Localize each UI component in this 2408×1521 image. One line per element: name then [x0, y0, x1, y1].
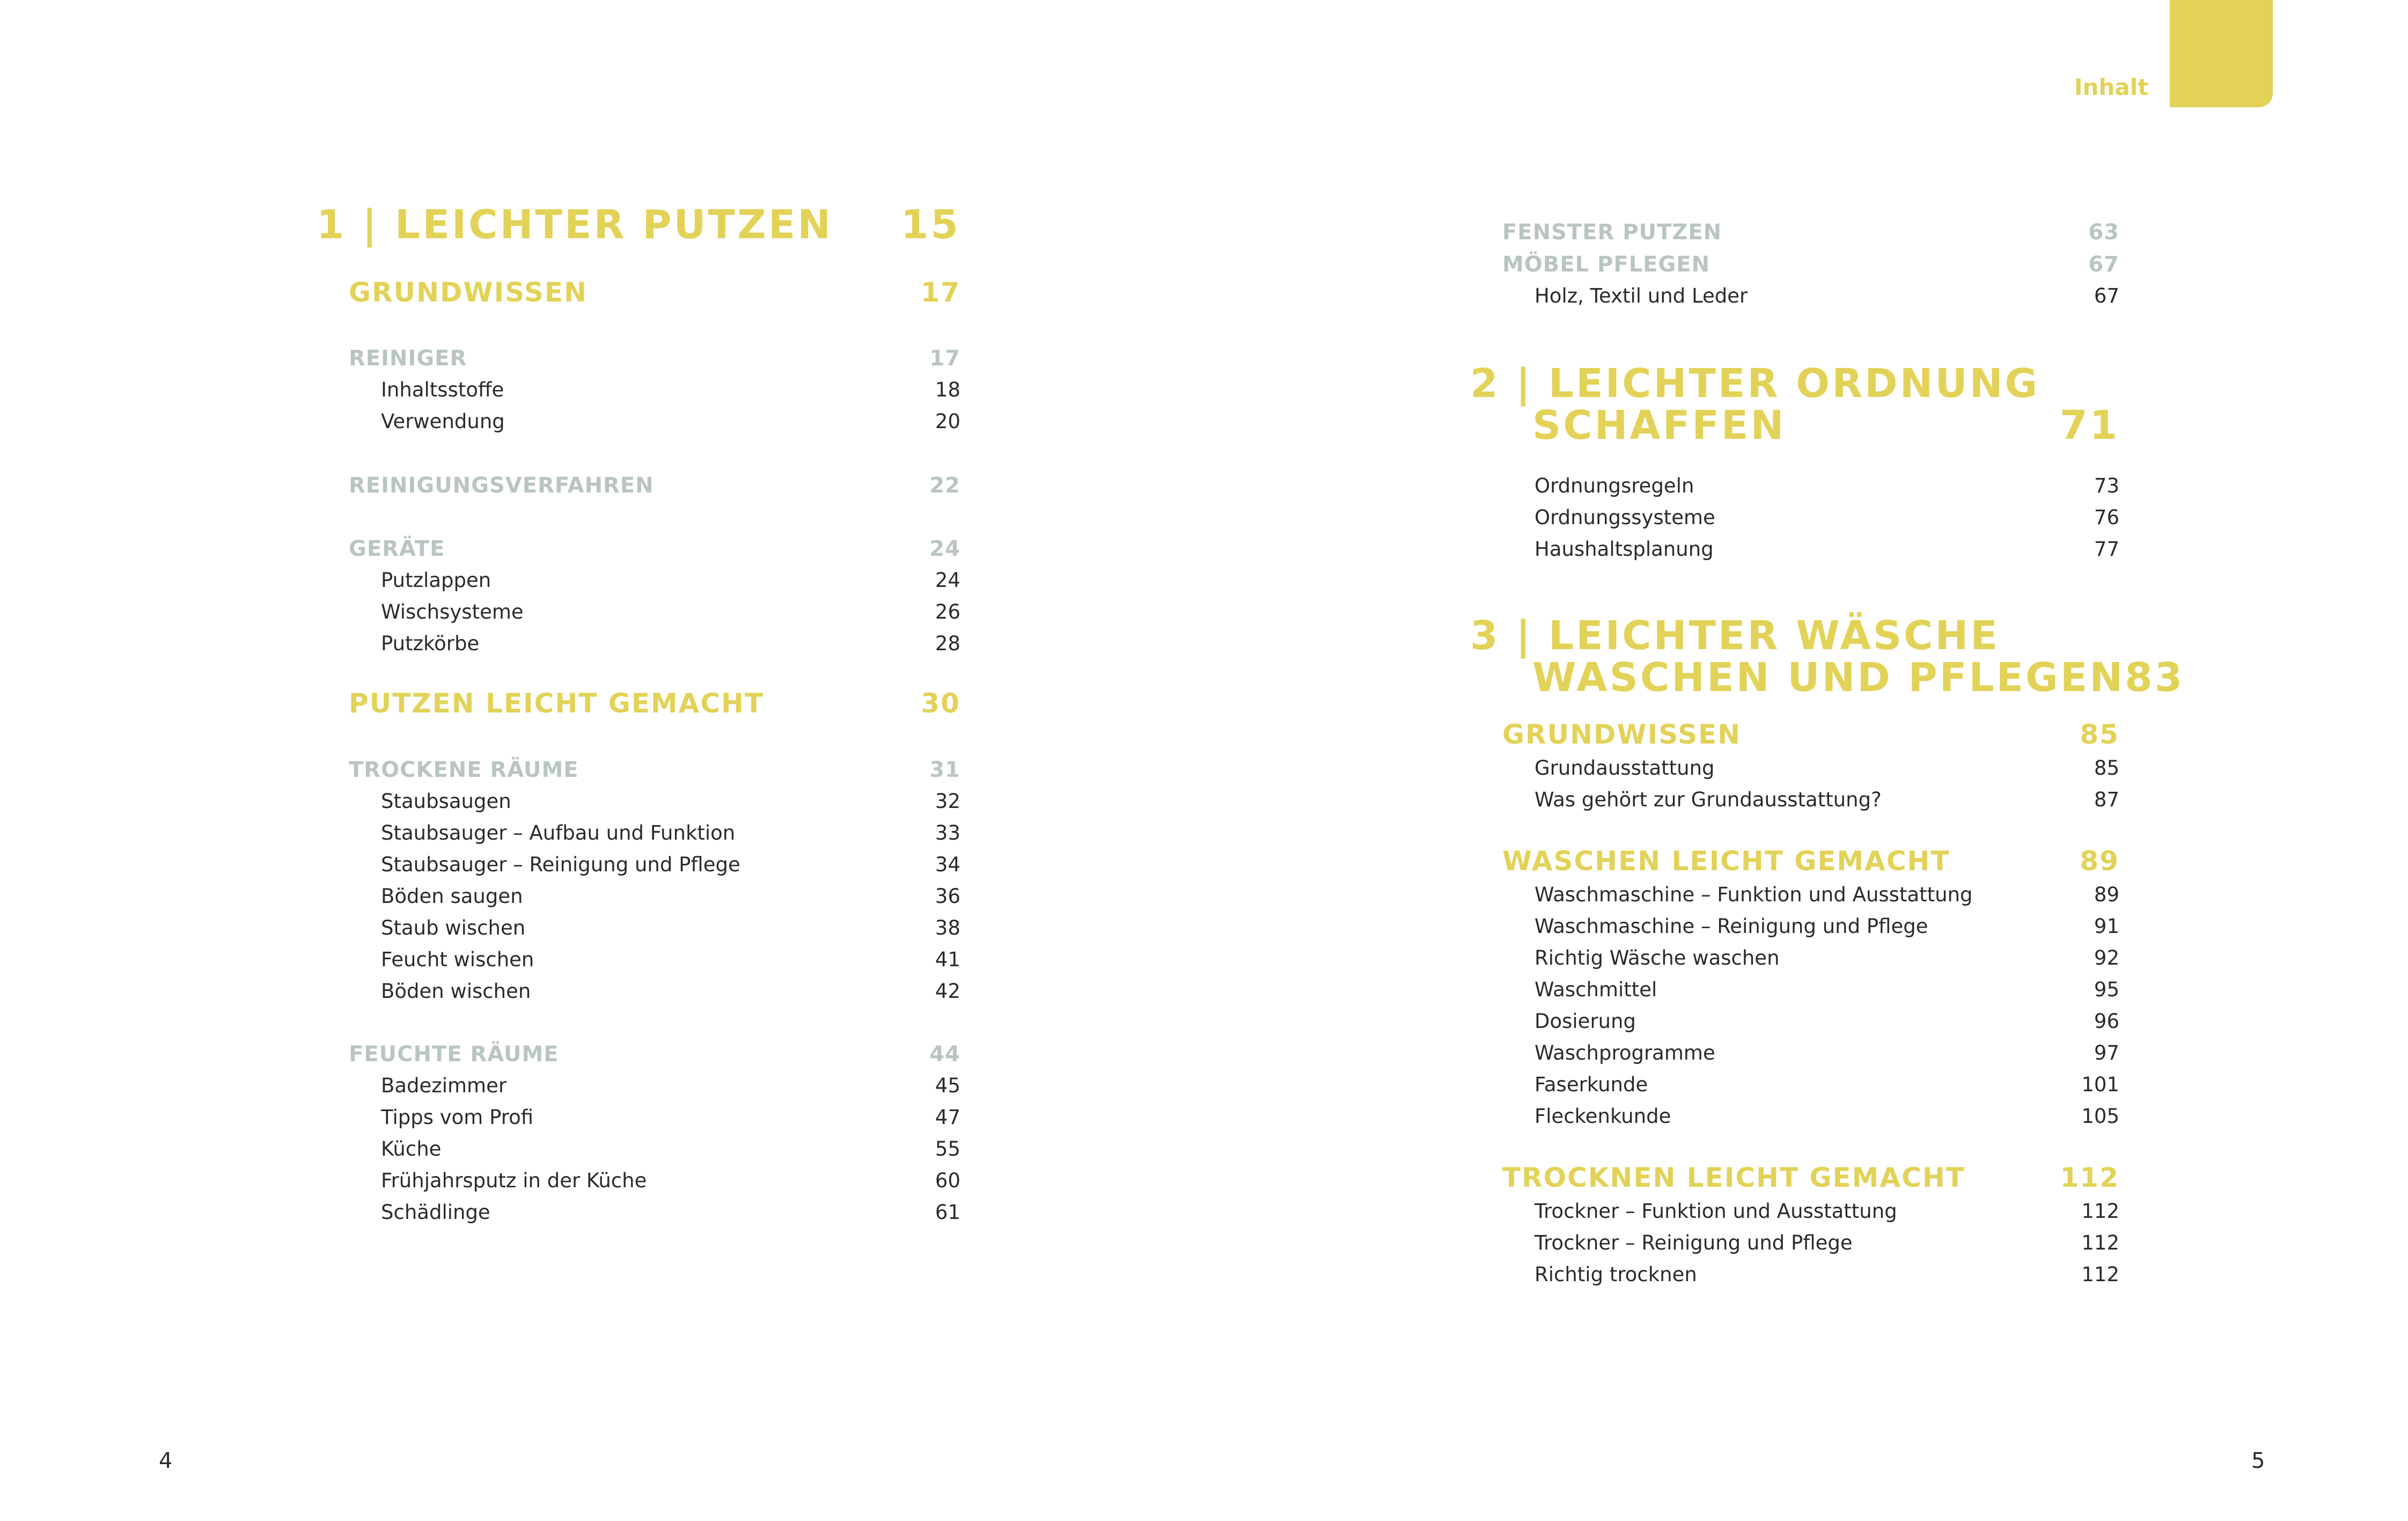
subsection-title: REINIGUNGSVERFAHREN [349, 473, 654, 498]
toc-entry[interactable] [1535, 1105, 2119, 1128]
part-1-title: 1 | LEICHTER PUTZEN [317, 202, 833, 248]
section-grundwissen[interactable] [349, 277, 960, 308]
toc-entry-page: 87 [2094, 788, 2119, 811]
toc-entry[interactable] [381, 948, 960, 971]
toc-entry-label: Waschmaschine – Funktion und Ausstattung [1535, 883, 1973, 906]
toc-entry-page: 101 [2081, 1073, 2119, 1096]
toc-entry[interactable] [381, 632, 960, 655]
toc-entry[interactable] [381, 1137, 960, 1160]
toc-entry-label: Badezimmer [381, 1074, 507, 1097]
toc-entry-label: Was gehört zur Grundausstattung? [1535, 788, 1882, 811]
toc-entry-page: 97 [2094, 1041, 2119, 1064]
toc-entry[interactable] [381, 885, 960, 908]
toc-entry-label: Staubsaugen [381, 790, 511, 813]
subsection-fenster-putzen[interactable] [1502, 220, 2119, 245]
toc-entry-page: 73 [2094, 474, 2119, 497]
part-2-page: 71 [2060, 402, 2119, 449]
toc-entry-label: Trockner – Funktion und Ausstattung [1535, 1200, 1897, 1223]
toc-entry-page: 92 [2094, 946, 2119, 969]
subsection-page: 67 [2088, 252, 2119, 277]
toc-entry-page: 95 [2094, 978, 2119, 1001]
header-label: Inhalt [2074, 74, 2149, 100]
subsection-title: FEUCHTE RÄUME [349, 1042, 559, 1067]
toc-entry-page: 96 [2094, 1010, 2119, 1033]
section-page: 30 [921, 688, 960, 719]
toc-entry-page: 45 [935, 1074, 960, 1097]
toc-entry-page: 89 [2094, 883, 2119, 906]
toc-entry-page: 42 [935, 980, 960, 1003]
part-1-entry[interactable] [317, 204, 960, 246]
toc-entry[interactable] [1535, 1010, 2119, 1033]
toc-entry[interactable] [1535, 915, 2119, 938]
subsection-geraete[interactable] [349, 537, 960, 561]
subsection-title: REINIGER [349, 346, 467, 371]
toc-entry-label: Dosierung [1535, 1010, 1636, 1033]
toc-entry[interactable] [1535, 474, 2119, 497]
toc-entry[interactable] [1535, 883, 2119, 906]
toc-entry[interactable] [1535, 506, 2119, 529]
toc-entry[interactable] [381, 980, 960, 1003]
toc-entry-label: Wischsysteme [381, 600, 524, 623]
toc-entry-label: Küche [381, 1137, 442, 1160]
toc-entry-label: Richtig Wäsche waschen [1535, 946, 1780, 969]
toc-entry-page: 60 [935, 1169, 960, 1192]
part-3-page: 83 [2125, 655, 2185, 701]
toc-entry-label: Staub wischen [381, 916, 526, 939]
toc-entry-page: 18 [935, 378, 960, 401]
toc-entry-label: Staubsauger – Reinigung und Pflege [381, 853, 740, 876]
subsection-page: 17 [929, 346, 960, 371]
toc-entry[interactable] [381, 853, 960, 876]
toc-entry[interactable] [381, 790, 960, 813]
toc-entry-page: 112 [2081, 1231, 2119, 1254]
section-putzen-leicht-gemacht[interactable] [349, 688, 960, 719]
toc-entry-page: 20 [935, 410, 960, 433]
toc-entry-label: Ordnungsregeln [1535, 474, 1694, 497]
toc-entry-page: 112 [2081, 1200, 2119, 1223]
subsection-feuchte-raeume[interactable] [349, 1042, 960, 1067]
toc-entry[interactable] [1535, 756, 2119, 780]
toc-entry-label: Waschmaschine – Reinigung und Pflege [1535, 915, 1928, 938]
subsection-title: FENSTER PUTZEN [1502, 220, 1722, 245]
toc-entry-label: Holz, Textil und Leder [1535, 284, 1748, 307]
toc-entry-page: 76 [2094, 506, 2119, 529]
toc-entry[interactable] [381, 916, 960, 939]
toc-entry-page: 34 [935, 853, 960, 876]
toc-entry[interactable] [381, 378, 960, 401]
toc-entry-label: Faserkunde [1535, 1073, 1648, 1096]
toc-entry-label: Frühjahrsputz in der Küche [381, 1169, 647, 1192]
toc-entry-page: 41 [935, 948, 960, 971]
toc-entry[interactable] [381, 410, 960, 433]
toc-entry[interactable] [1535, 1231, 2119, 1254]
part-2-title-line-1: 2 | LEICHTER ORDNUNG [1470, 361, 2040, 407]
toc-entry-page: 61 [935, 1201, 960, 1224]
toc-entry[interactable] [1535, 1263, 2119, 1286]
section-page: 89 [2080, 846, 2119, 877]
toc-entry-label: Waschmittel [1535, 978, 1657, 1001]
toc-entry-page: 67 [2094, 284, 2119, 307]
part-3-entry[interactable] [1470, 613, 2185, 701]
toc-entry-label: Richtig trocknen [1535, 1263, 1697, 1286]
toc-entry[interactable] [1535, 1041, 2119, 1064]
toc-entry-page: 32 [935, 790, 960, 813]
toc-entry[interactable] [381, 569, 960, 592]
toc-entry-label: Inhaltsstoffe [381, 378, 504, 401]
toc-entry-label: Ordnungssysteme [1535, 506, 1715, 529]
toc-entry-page: 33 [935, 821, 960, 844]
toc-entry[interactable] [1535, 946, 2119, 969]
toc-entry[interactable] [381, 600, 960, 623]
toc-entry-page: 38 [935, 916, 960, 939]
toc-entry[interactable] [1535, 284, 2119, 307]
toc-entry[interactable] [1535, 788, 2119, 811]
section-title: WASCHEN LEICHT GEMACHT [1502, 846, 1950, 877]
subsection-reiniger[interactable] [349, 346, 960, 371]
toc-entry-page: 55 [935, 1137, 960, 1160]
subsection-title: MÖBEL PFLEGEN [1502, 252, 1710, 277]
toc-entry-label: Staubsauger – Aufbau und Funktion [381, 821, 736, 844]
toc-entry[interactable] [1535, 1073, 2119, 1096]
toc-entry-label: Putzkörbe [381, 632, 480, 655]
toc-entry-page: 112 [2081, 1263, 2119, 1286]
section-waschen-leicht-gemacht[interactable] [1502, 846, 2119, 877]
section-title: PUTZEN LEICHT GEMACHT [349, 688, 764, 719]
subsection-page: 24 [929, 537, 960, 561]
section-page: 112 [2060, 1162, 2119, 1193]
toc-entry[interactable] [1535, 978, 2119, 1001]
part-2-entry[interactable] [1470, 361, 2119, 449]
toc-entry[interactable] [381, 1201, 960, 1224]
section-title: TROCKNEN LEICHT GEMACHT [1502, 1162, 1965, 1193]
section-page: 17 [921, 277, 960, 308]
toc-entry-label: Haushaltsplanung [1535, 538, 1714, 561]
toc-entry-label: Böden wischen [381, 980, 531, 1003]
subsection-trockene-raeume[interactable] [349, 758, 960, 782]
section-trocknen-leicht-gemacht[interactable] [1502, 1162, 2119, 1193]
section-title: GRUNDWISSEN [349, 277, 588, 308]
subsection-page: 44 [929, 1042, 960, 1067]
page-number-left: 4 [159, 1449, 173, 1473]
toc-entry-label: Putzlappen [381, 569, 491, 592]
subsection-title: TROCKENE RÄUME [349, 758, 579, 782]
toc-entry[interactable] [381, 1169, 960, 1192]
section-page: 85 [2080, 719, 2119, 750]
section-title: GRUNDWISSEN [1502, 719, 1742, 750]
toc-entry-label: Grundausstattung [1535, 756, 1715, 780]
toc-entry-page: 77 [2094, 538, 2119, 561]
toc-entry[interactable] [381, 1106, 960, 1129]
toc-entry-page: 85 [2094, 756, 2119, 780]
subsection-page: 63 [2088, 220, 2119, 245]
part-3-title-line-2: WASCHEN UND PFLEGEN [1532, 655, 2125, 701]
toc-entry-label: Verwendung [381, 410, 505, 433]
subsection-page: 22 [929, 473, 960, 498]
subsection-page: 31 [929, 758, 960, 782]
part-2-title-line-2: SCHAFFEN [1532, 402, 1786, 449]
toc-entry-page: 36 [935, 885, 960, 908]
subsection-moebel-pflegen[interactable] [1502, 252, 2119, 277]
toc-entry-label: Böden saugen [381, 885, 523, 908]
toc-entry-label: Fleckenkunde [1535, 1105, 1671, 1128]
subsection-title: GERÄTE [349, 537, 445, 561]
chapter-tab [2170, 0, 2273, 107]
page-number-right: 5 [2251, 1449, 2265, 1473]
toc-entry-label: Tipps vom Profi [381, 1106, 534, 1129]
toc-entry-page: 26 [935, 600, 960, 623]
toc-entry-page: 24 [935, 569, 960, 592]
section-grundwissen-waesche[interactable] [1502, 719, 2119, 750]
subsection-reinigungsverfahren[interactable] [349, 473, 960, 498]
toc-entry[interactable] [381, 1074, 960, 1097]
toc-entry-page: 47 [935, 1106, 960, 1129]
toc-entry-label: Feucht wischen [381, 948, 534, 971]
toc-entry[interactable] [381, 821, 960, 844]
part-3-title-line-1: 3 | LEICHTER WÄSCHE [1470, 613, 2000, 659]
toc-entry-page: 105 [2081, 1105, 2119, 1128]
part-1-page: 15 [901, 202, 960, 248]
toc-entry[interactable] [1535, 1200, 2119, 1223]
toc-entry-label: Waschprogramme [1535, 1041, 1715, 1064]
toc-entry-page: 28 [935, 632, 960, 655]
toc-entry-page: 91 [2094, 915, 2119, 938]
toc-entry[interactable] [1535, 538, 2119, 561]
toc-entry-label: Schädlinge [381, 1201, 490, 1224]
toc-entry-label: Trockner – Reinigung und Pflege [1535, 1231, 1853, 1254]
